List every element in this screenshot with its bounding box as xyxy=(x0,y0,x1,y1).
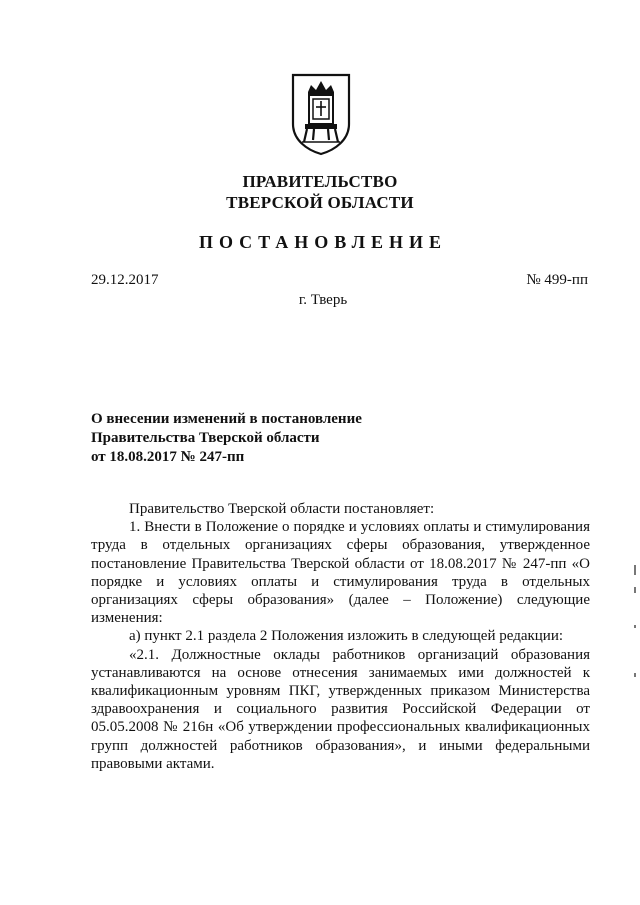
scan-edge-marks xyxy=(632,565,636,685)
body-paragraph-preamble: Правительство Тверской области постановляет: xyxy=(129,501,435,517)
document-date: 29.12.2017 xyxy=(91,272,159,288)
body-paragraph-quote: «2.1. Должностные оклады работников организаций образования устанавливаются на основе отнесения занимаемых ими должностей к квалификационным уровням ПКГ, утвержденных приказом Министерства здравоохранения и социального развития Российской Федерации от 05.05.2008 № 216н «Об утверждении профессиональных квалификационных групп должностей работников образования», и иными федеральными правовыми актами. xyxy=(91,646,590,772)
organization-name-line2: ТВЕРСКОЙ ОБЛАСТИ xyxy=(226,193,414,212)
document-number: № 499-пп xyxy=(526,272,588,288)
coat-of-arms-emblem xyxy=(290,72,352,156)
document-type: ПОСТАНОВЛЕНИЕ xyxy=(198,232,448,252)
subject-line1: О внесении изменений в постановление xyxy=(91,411,362,427)
body-paragraph-subitem-a: а) пункт 2.1 раздела 2 Положения изложить в следующей редакции: xyxy=(129,628,564,645)
subject-line2: Правительства Тверской области xyxy=(91,430,320,446)
body-paragraph-item1: 1. Внести в Положение о порядке и условиях оплаты и стимулирования труда в отдельных организациях сферы образования, утвержденное постановление Правительства Тверской области от 18.08.2017 № 247-пп «О порядке и условиях оплаты и стимулирования труда в отдельных организациях сферы образования» (далее – Положение) следующие изменения: xyxy=(91,519,590,627)
subject-line3: от 18.08.2017 № 247-пп xyxy=(91,449,245,465)
organization-name-line1: ПРАВИТЕЛЬСТВО xyxy=(242,172,398,191)
document-city: г. Тверь xyxy=(298,292,348,308)
document-subject xyxy=(91,410,362,467)
document-body xyxy=(91,500,590,773)
